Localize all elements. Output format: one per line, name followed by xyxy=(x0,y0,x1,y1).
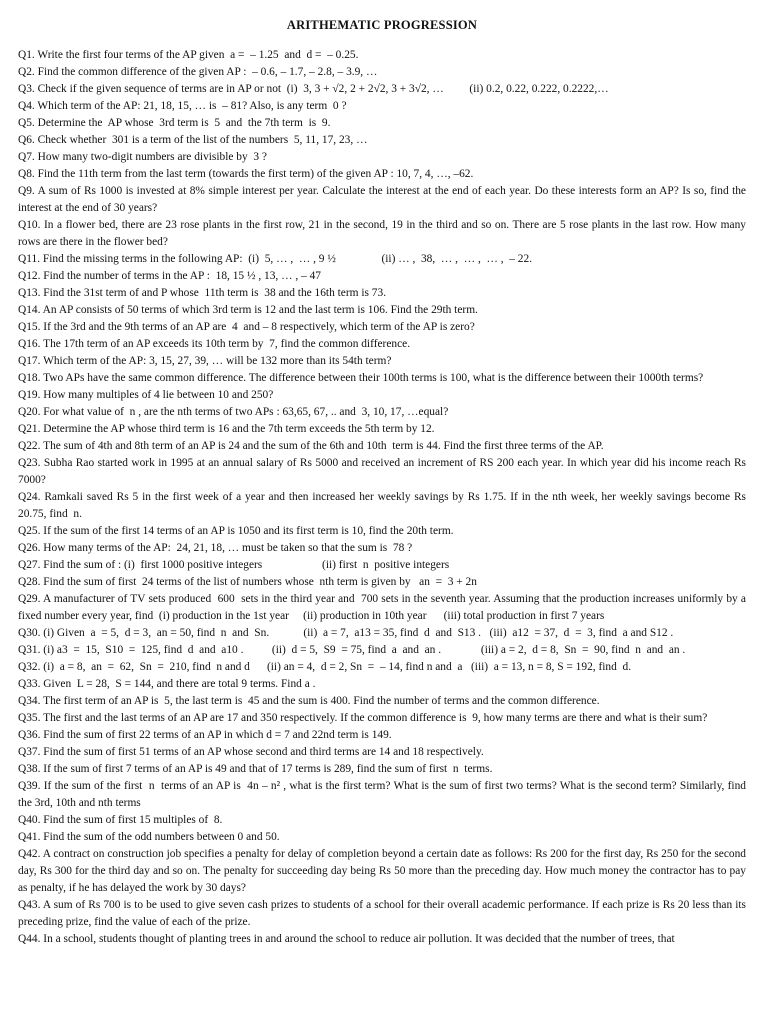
question-item: Q36. Find the sum of first 22 terms of an AP in which d = 7 and 22nd term is 149. xyxy=(18,729,392,741)
question-item: Q17. Which term of the AP: 3, 15, 27, 39, … will be 132 more than its 54th term? xyxy=(18,355,392,367)
question-item: Q38. If the sum of first 7 terms of an AP is 49 and that of 17 terms is 289, find the sum of first n terms. xyxy=(18,763,493,775)
question-item: Q25. If the sum of the first 14 terms of an AP is 1050 and its first term is 10, find the 20th term. xyxy=(18,525,454,537)
question-item: Q1. Write the first four terms of the AP given a = – 1.25 and d = – 0.25. xyxy=(18,49,359,61)
question-item: Q26. How many terms of the AP: 24, 21, 18, … must be taken so that the sum is 78 ? xyxy=(18,542,413,554)
question-item: Q44. In a school, students thought of planting trees in and around the school to reduce air pollution. It was decided that the number of trees, that xyxy=(18,933,675,945)
question-item: Q12. Find the number of terms in the AP : 18, 15 ½ , 13, … , – 47 xyxy=(18,270,321,282)
question-item: Q22. The sum of 4th and 8th term of an AP is 24 and the sum of the 6th and 10th term is 44. Find the first three terms of the AP. xyxy=(18,440,604,452)
question-item: Q28. Find the sum of first 24 terms of the list of numbers whose nth term is given by an = 3 + 2n xyxy=(18,576,477,588)
question-item: Q41. Find the sum of the odd numbers between 0 and 50. xyxy=(18,831,280,843)
question-list xyxy=(18,47,749,948)
question-item: Q23. Subha Rao started work in 1995 at an annual salary of Rs 5000 and received an increment of RS 200 each year. In which year did his income reach Rs 7000? xyxy=(18,457,749,486)
question-item: Q2. Find the common difference of the given AP : – 0.6, – 1.7, – 2.8, – 3.9, … xyxy=(18,66,378,78)
question-item: Q42. A contract on construction job specifies a penalty for delay of completion beyond a certain date as follows: Rs 200 for the first day, Rs 250 for the second day, Rs 300 for the third day and so on. The penalty for succeeding day being Rs 50 more than the preceding day. How much money the contractor has to pay as penalty, if he has delayed the work by 30 days? xyxy=(18,848,749,894)
question-item: Q5. Determine the AP whose 3rd term is 5 and the 7th term is 9. xyxy=(18,117,331,129)
question-item: Q29. A manufacturer of TV sets produced 600 sets in the third year and 700 sets in the seventh year. Assuming that the production increases uniformly by a fixed number every year, find (i) production in the 1st year (ii) production in 10th year (iii) total production in first 7 years xyxy=(18,593,749,622)
question-item: Q13. Find the 31st term of and P whose 11th term is 38 and the 16th term is 73. xyxy=(18,287,387,299)
question-item: Q32. (i) a = 8, an = 62, Sn = 210, find n and d (ii) an = 4, d = 2, Sn = – 14, find n and a (iii) a = 13, n = 8, S = 192, find d. xyxy=(18,661,632,673)
question-item: Q10. In a flower bed, there are 23 rose plants in the first row, 21 in the second, 19 in the third and so on. There are 5 rose plants in the last row. How many rows are there in the flower bed? xyxy=(18,219,749,248)
question-item: Q11. Find the missing terms in the following AP: (i) 5, … , … , 9 ½ (ii) … , 38, … , … , … , – 22. xyxy=(18,253,533,265)
question-item: Q16. The 17th term of an AP exceeds its 10th term by 7, find the common difference. xyxy=(18,338,411,350)
question-item: Q20. For what value of n , are the nth terms of two APs : 63,65, 67, .. and 3, 10, 17, …equal? xyxy=(18,406,449,418)
question-item: Q21. Determine the AP whose third term is 16 and the 7th term exceeds the 5th term by 12. xyxy=(18,423,435,435)
question-item: Q34. The first term of an AP is 5, the last term is 45 and the sum is 400. Find the number of terms and the common difference. xyxy=(18,695,600,707)
question-item: Q18. Two APs have the same common difference. The difference between their 100th terms is 100, what is the difference between their 1000th terms? xyxy=(18,372,704,384)
question-item: Q8. Find the 11th term from the last term (towards the first term) of the given AP : 10, 7, 4, …, –62. xyxy=(18,168,474,180)
question-item: Q24. Ramkali saved Rs 5 in the first week of a year and then increased her weekly savings by Rs 1.75. If in the nth week, her weekly savings become Rs 20.75, find n. xyxy=(18,491,749,520)
question-item: Q14. An AP consists of 50 terms of which 3rd term is 12 and the last term is 106. Find the 29th term. xyxy=(18,304,478,316)
question-item: Q4. Which term of the AP: 21, 18, 15, … is – 81? Also, is any term 0 ? xyxy=(18,100,347,112)
question-item: Q19. How many multiples of 4 lie between 10 and 250? xyxy=(18,389,274,401)
question-item: Q6. Check whether 301 is a term of the list of the numbers 5, 11, 17, 23, … xyxy=(18,134,368,146)
question-item: Q35. The first and the last terms of an AP are 17 and 350 respectively. If the common difference is 9, how many terms are there and what is their sum? xyxy=(18,712,708,724)
question-item: Q43. A sum of Rs 700 is to be used to give seven cash prizes to students of a school for their overall academic performance. If each prize is Rs 20 less than its preceding prize, find the value of each of the prize. xyxy=(18,899,749,928)
page-title: ARITHEMATIC PROGRESSION xyxy=(286,18,478,32)
question-item: Q30. (i) Given a = 5, d = 3, an = 50, find n and Sn. (ii) a = 7, a13 = 35, find d and S13 . (iii) a12 = 37, d = 3, find a and S12 . xyxy=(18,627,674,639)
question-item: Q3. Check if the given sequence of terms are in AP or not (i) 3, 3 + √2, 2 + 2√2, 3 + 3√2, … (ii) 0.2, 0.22, 0.222, 0.2222,… xyxy=(18,83,609,95)
question-item: Q39. If the sum of the first n terms of an AP is 4n – n² , what is the first term? What is the sum of first two terms? What is the second term? Similarly, find the 3rd, 10th and nth terms xyxy=(18,780,749,809)
question-item: Q31. (i) a3 = 15, S10 = 125, find d and a10 . (ii) d = 5, S9 = 75, find a and an . (iii) a = 2, d = 8, Sn = 90, find n and an . xyxy=(18,644,686,656)
question-item: Q33. Given L = 28, S = 144, and there are total 9 terms. Find a . xyxy=(18,678,316,690)
question-item: Q27. Find the sum of : (i) first 1000 positive integers (ii) first n positive integers xyxy=(18,559,450,571)
question-item: Q15. If the 3rd and the 9th terms of an AP are 4 and – 8 respectively, which term of the AP is zero? xyxy=(18,321,475,333)
question-item: Q37. Find the sum of first 51 terms of an AP whose second and third terms are 14 and 18 respectively. xyxy=(18,746,484,758)
question-item: Q7. How many two-digit numbers are divisible by 3 ? xyxy=(18,151,267,163)
question-item: Q9. A sum of Rs 1000 is invested at 8% simple interest per year. Calculate the interest at the end of each year. Do these interests form an AP? Is so, find the interest at the end of 30 years? xyxy=(18,185,749,214)
question-item: Q40. Find the sum of first 15 multiples of 8. xyxy=(18,814,223,826)
